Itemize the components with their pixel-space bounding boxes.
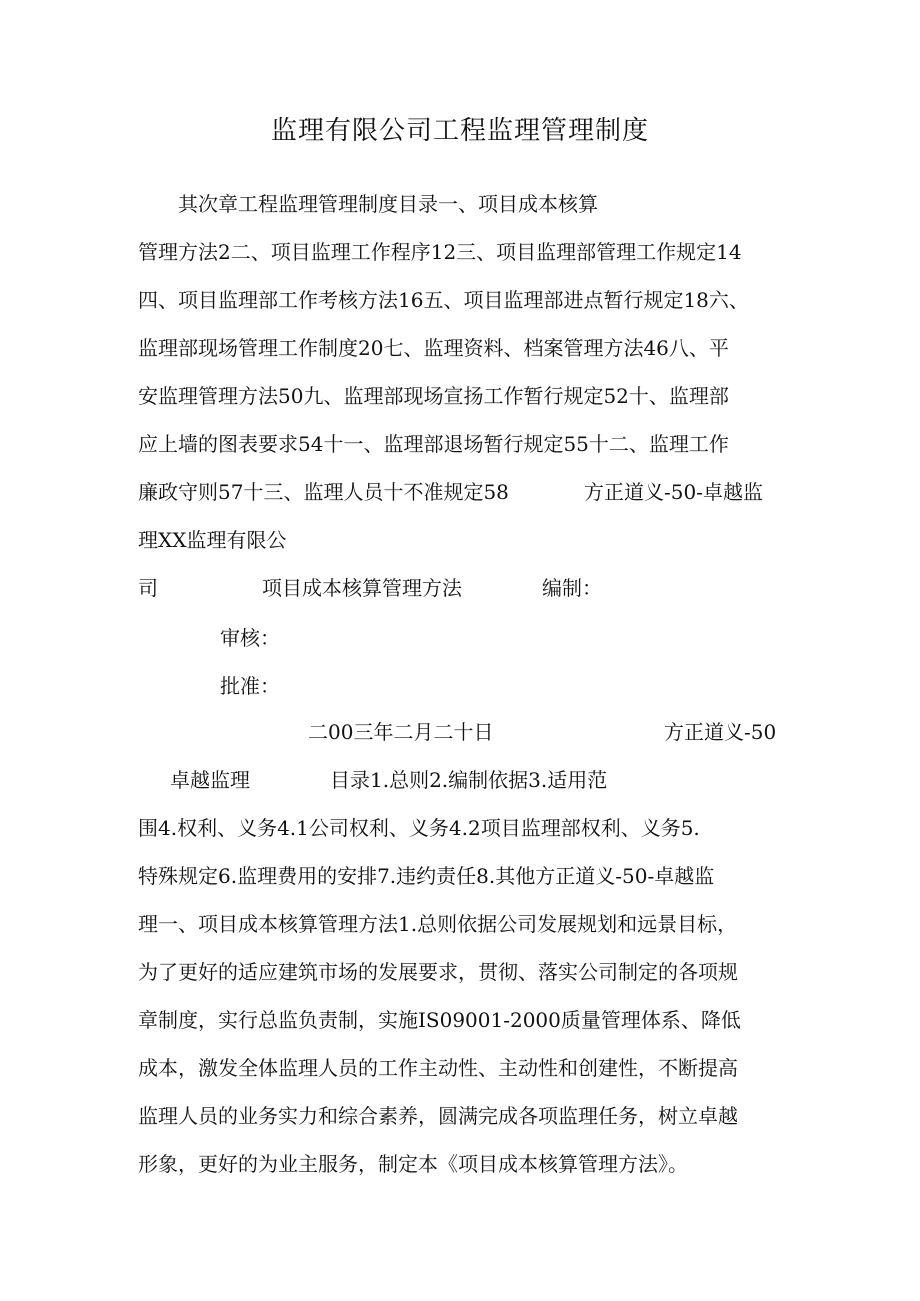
body-line-16: 监理人员的业务实力和综合素养，圆满完成各项监理任务，树立卓越 xyxy=(138,1104,738,1128)
reviewed-by-label: 审核： xyxy=(220,626,280,650)
body-line-10: 围4.权利、义务4.1公司权利、义务4.2项目监理部权利、义务5. xyxy=(138,816,700,840)
date-line: 二00三年二月二十日 xyxy=(308,720,494,744)
body-line-7: 廉政守则57十三、监理人员十不准规定58 xyxy=(138,480,509,504)
body-line-12: 理一、项目成本核算管理方法1.总则依据公司发展规划和远景目标， xyxy=(138,912,738,936)
body-line-1: 其次章工程监理管理制度目录一、项目成本核算 xyxy=(178,192,598,216)
toc-line-1: 目录1.总则2.编制依据3.适用范 xyxy=(330,768,608,792)
body-line-2: 管理方法2二、项目监理工作程序12三、项目监理部管理工作规定14 xyxy=(138,240,742,264)
approved-by-label: 批准： xyxy=(220,674,280,698)
body-line-11: 特殊规定6.监理费用的安排7.违约责任8.其他方正道义-50-卓越监 xyxy=(138,864,715,888)
body-line-8: 理XX监理有限公 xyxy=(138,528,287,552)
body-line-4: 监理部现场管理工作制度20七、监理资料、档案管理方法46八、平 xyxy=(138,336,729,360)
body-line-9: 司 xyxy=(138,576,158,600)
body-line-17: 形象，更好的为业主服务，制定本《项目成本核算管理方法》。 xyxy=(138,1152,688,1176)
footer-mark-1: 方正道义-50-卓越监 xyxy=(584,480,763,504)
document-title: 监理有限公司工程监理管理制度 xyxy=(270,116,649,146)
body-line-3: 四、项目监理部工作考核方法16五、项目监理部进点暂行规定18六、 xyxy=(138,288,749,312)
footer-mark-2: 方正道义-50 xyxy=(664,720,777,744)
body-line-14: 章制度，实行总监负责制，实施IS09001-2000质量管理体系、降低 xyxy=(138,1008,741,1032)
section-title: 项目成本核算管理方法 xyxy=(262,576,462,600)
body-line-6: 应上墙的图表要求54十一、监理部退场暂行规定55十二、监理工作 xyxy=(138,432,729,456)
compiled-by-label: 编制： xyxy=(542,576,602,600)
body-line-13: 为了更好的适应建筑市场的发展要求，贯彻、落实公司制定的各项规 xyxy=(138,960,738,984)
body-line-15: 成本，激发全体监理人员的工作主动性、主动性和创建性，不断提高 xyxy=(138,1056,738,1080)
body-line-5: 安监理管理方法50九、监理部现场宣扬工作暂行规定52十、监理部 xyxy=(138,384,729,408)
footer-mark-3: 卓越监理 xyxy=(170,768,250,792)
